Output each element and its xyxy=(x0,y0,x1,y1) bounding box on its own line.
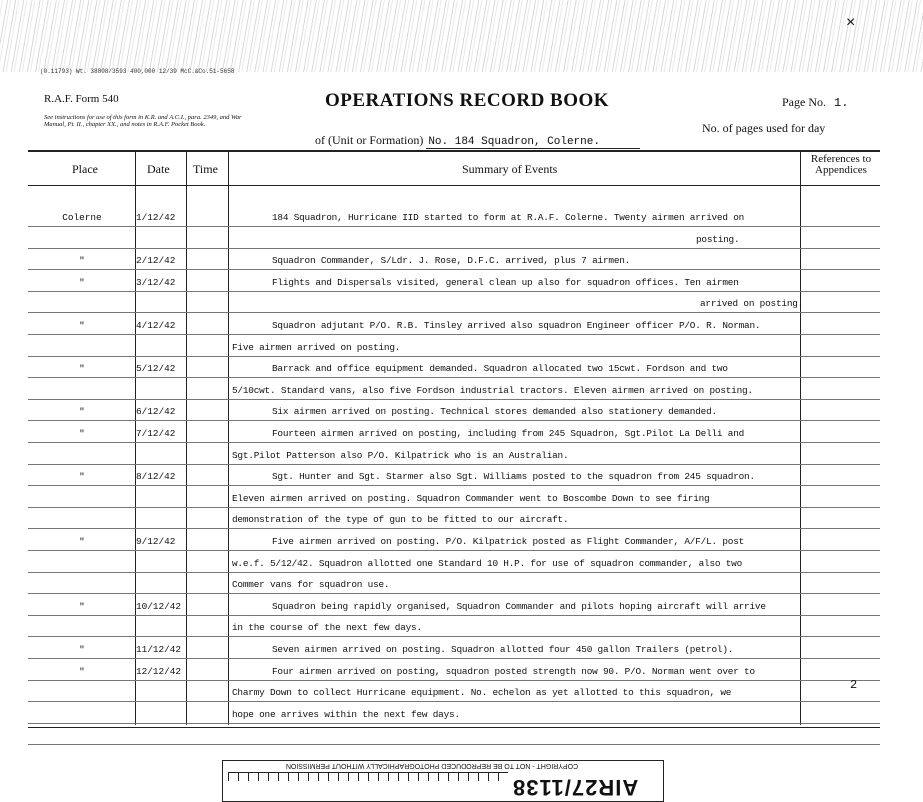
ruled-line xyxy=(28,269,880,270)
print-reference: (0.11793) Wt. 38808/3593 400,000 12/39 McC.&Co.51-5658 xyxy=(40,68,235,75)
entry-date: 8/12/42 xyxy=(136,471,176,483)
form-instructions: See instructions for use of this form in K.R. and A.C.I., para. 2349, and War Manual, Pt. II., chapter XX., and notes in R.A.F. Pocket Book. xyxy=(44,114,242,128)
entry-summary-line: 184 Squadron, Hurricane IID started to form at R.A.F. Colerne. Twenty airmen arrived on xyxy=(272,212,745,223)
header-rule xyxy=(28,185,880,186)
appendix-mark: 2 xyxy=(850,678,858,692)
ruled-line xyxy=(28,334,880,335)
ruled-line xyxy=(28,464,880,465)
column-divider xyxy=(800,150,801,725)
ruled-line xyxy=(28,399,880,400)
corner-mark: × xyxy=(846,14,856,31)
entry-date: 1/12/42 xyxy=(136,212,176,223)
entry-date: 3/12/42 xyxy=(136,276,176,288)
entry-summary-line: 5/10cwt. Standard vans, also five Fordson industrial tractors. Eleven airmen arrived on posting. xyxy=(232,384,753,396)
entry-place: " xyxy=(79,644,85,655)
entry-summary-line: Squadron adjutant P/O. R.B. Tinsley arrived also squadron Engineer officer P/O. R. Norman. xyxy=(272,320,761,331)
ruled-line xyxy=(28,226,880,227)
column-header-time: Time xyxy=(193,162,218,176)
entry-summary-line: Five airmen arrived on posting. xyxy=(232,341,401,353)
entry-summary-line: Fourteen airmen arrived on posting, including from 245 Squadron, Sgt.Pilot La Delli and xyxy=(272,428,745,439)
entry-summary-line: in the course of the next few days. xyxy=(232,622,422,634)
entry-place: " xyxy=(79,536,85,547)
entry-summary-line: Charmy Down to collect Hurricane equipment. No. echelon as yet allotted to this squadron, we xyxy=(232,687,732,699)
page-number xyxy=(782,95,848,110)
ruled-line xyxy=(28,291,880,292)
entry-date: 10/12/42 xyxy=(136,600,182,612)
ruled-line xyxy=(28,507,880,508)
unit-line xyxy=(315,133,640,148)
record-table xyxy=(28,150,880,728)
entry-summary-line: Five airmen arrived on posting. P/O. Kilpatrick posted as Flight Commander, A/F/L. post xyxy=(272,536,745,547)
entry-place: " xyxy=(79,600,85,612)
entry-date: 4/12/42 xyxy=(136,320,176,331)
ruled-line xyxy=(28,356,880,357)
entry-place: Colerne xyxy=(62,212,102,223)
column-divider xyxy=(228,150,229,725)
ruled-line xyxy=(28,701,880,702)
entry-summary-line: posting. xyxy=(696,233,740,245)
entry-summary-line: Six airmen arrived on posting. Technical stores demanded also stationery demanded. xyxy=(272,406,717,418)
column-header-summary: Summary of Events xyxy=(462,162,558,176)
ruled-line xyxy=(28,615,880,616)
entry-date: 7/12/42 xyxy=(136,428,176,439)
form-number: R.A.F. Form 540 xyxy=(44,93,119,105)
unit-label: of (Unit or Formation) xyxy=(315,133,424,147)
ruled-line xyxy=(28,485,880,486)
page-number-value: 1. xyxy=(834,96,849,110)
ruled-line xyxy=(28,723,880,724)
ruled-line xyxy=(28,680,880,681)
column-header-date: Date xyxy=(147,162,170,176)
entry-place: " xyxy=(79,320,85,331)
entry-date: 5/12/42 xyxy=(136,363,176,375)
ruled-line xyxy=(28,744,880,745)
entry-summary-line: Seven airmen arrived on posting. Squadron allotted four 450 gallon Trailers (petrol). xyxy=(272,644,734,655)
entry-date: 12/12/42 xyxy=(136,665,182,677)
entry-summary-line: hope one arrives within the next few days. xyxy=(232,708,460,720)
column-divider xyxy=(186,150,187,725)
ruled-line xyxy=(28,377,880,378)
pages-used-label: No. of pages used for day xyxy=(702,121,826,135)
entry-place: " xyxy=(79,471,85,483)
ruled-line xyxy=(28,528,880,529)
entry-summary-line: Four airmen arrived on posting, squadron posted strength now 90. P/O. Norman went over to xyxy=(272,665,755,677)
copyright-notice: COPYRIGHT - NOT TO BE REPRODUCED PHOTOGRAPHICALLY WITHOUT PERMISSION xyxy=(285,762,579,769)
column-header-references: References to Appendices xyxy=(810,153,872,176)
ruled-line xyxy=(28,658,880,659)
page-number-label: Page No. xyxy=(782,95,826,109)
page-title: OPERATIONS RECORD BOOK xyxy=(325,90,610,111)
entry-summary-line: Eleven airmen arrived on posting. Squadron Commander went to Boscombe Down to see firing xyxy=(232,492,710,504)
ruled-line xyxy=(28,593,880,594)
entry-summary-line: Barrack and office equipment demanded. Squadron allocated two 15cwt. Fordson and two xyxy=(272,363,728,375)
entry-date: 9/12/42 xyxy=(136,536,176,547)
entry-date: 2/12/42 xyxy=(136,255,176,267)
entry-date: 6/12/42 xyxy=(136,406,176,418)
ruled-line xyxy=(28,248,880,249)
entry-summary-line: Sgt.Pilot Patterson also P/O. Kilpatrick who is an Australian. xyxy=(232,449,569,461)
entry-summary-line: Commer vans for squadron use. xyxy=(232,579,390,591)
scale-ruler xyxy=(228,772,508,795)
entry-place: " xyxy=(79,363,85,375)
entry-summary-line: Squadron Commander, S/Ldr. J. Rose, D.F.C. arrived, plus 7 airmen. xyxy=(272,255,631,267)
entry-summary-line: Sgt. Hunter and Sgt. Starmer also Sgt. Williams posted to the squadron from 245 squadron. xyxy=(272,471,755,483)
entry-summary-line: arrived on posting. xyxy=(700,298,804,310)
entry-summary-line: w.e.f. 5/12/42. Squadron allotted one Standard 10 H.P. for use of squadron commander, also two xyxy=(232,557,743,569)
ruled-line xyxy=(28,636,880,637)
ruled-line xyxy=(28,550,880,551)
entry-place: " xyxy=(79,276,85,288)
unit-value: No. 184 Squadron, Colerne. xyxy=(426,136,640,149)
ruled-line xyxy=(28,312,880,313)
entry-summary-line: demonstration of the type of gun to be fitted to our aircraft. xyxy=(232,514,569,526)
column-header-place: Place xyxy=(72,162,98,176)
entry-date: 11/12/42 xyxy=(136,644,182,655)
entry-place: " xyxy=(79,428,85,439)
ruled-line xyxy=(28,442,880,443)
ruled-line xyxy=(28,572,880,573)
entry-place: " xyxy=(79,255,85,267)
entry-place: " xyxy=(79,406,85,418)
scan-edge-noise xyxy=(0,0,923,72)
entry-summary-line: Squadron being rapidly organised, Squadron Commander and pilots hoping aircraft will arrive xyxy=(272,600,766,612)
entry-place: " xyxy=(79,665,85,677)
entry-summary-line: Flights and Dispersals visited, general clean up also for squadron offices. Ten airmen xyxy=(272,276,739,288)
ruled-line xyxy=(28,420,880,421)
archive-reference: AIR27/1138 xyxy=(512,775,639,800)
